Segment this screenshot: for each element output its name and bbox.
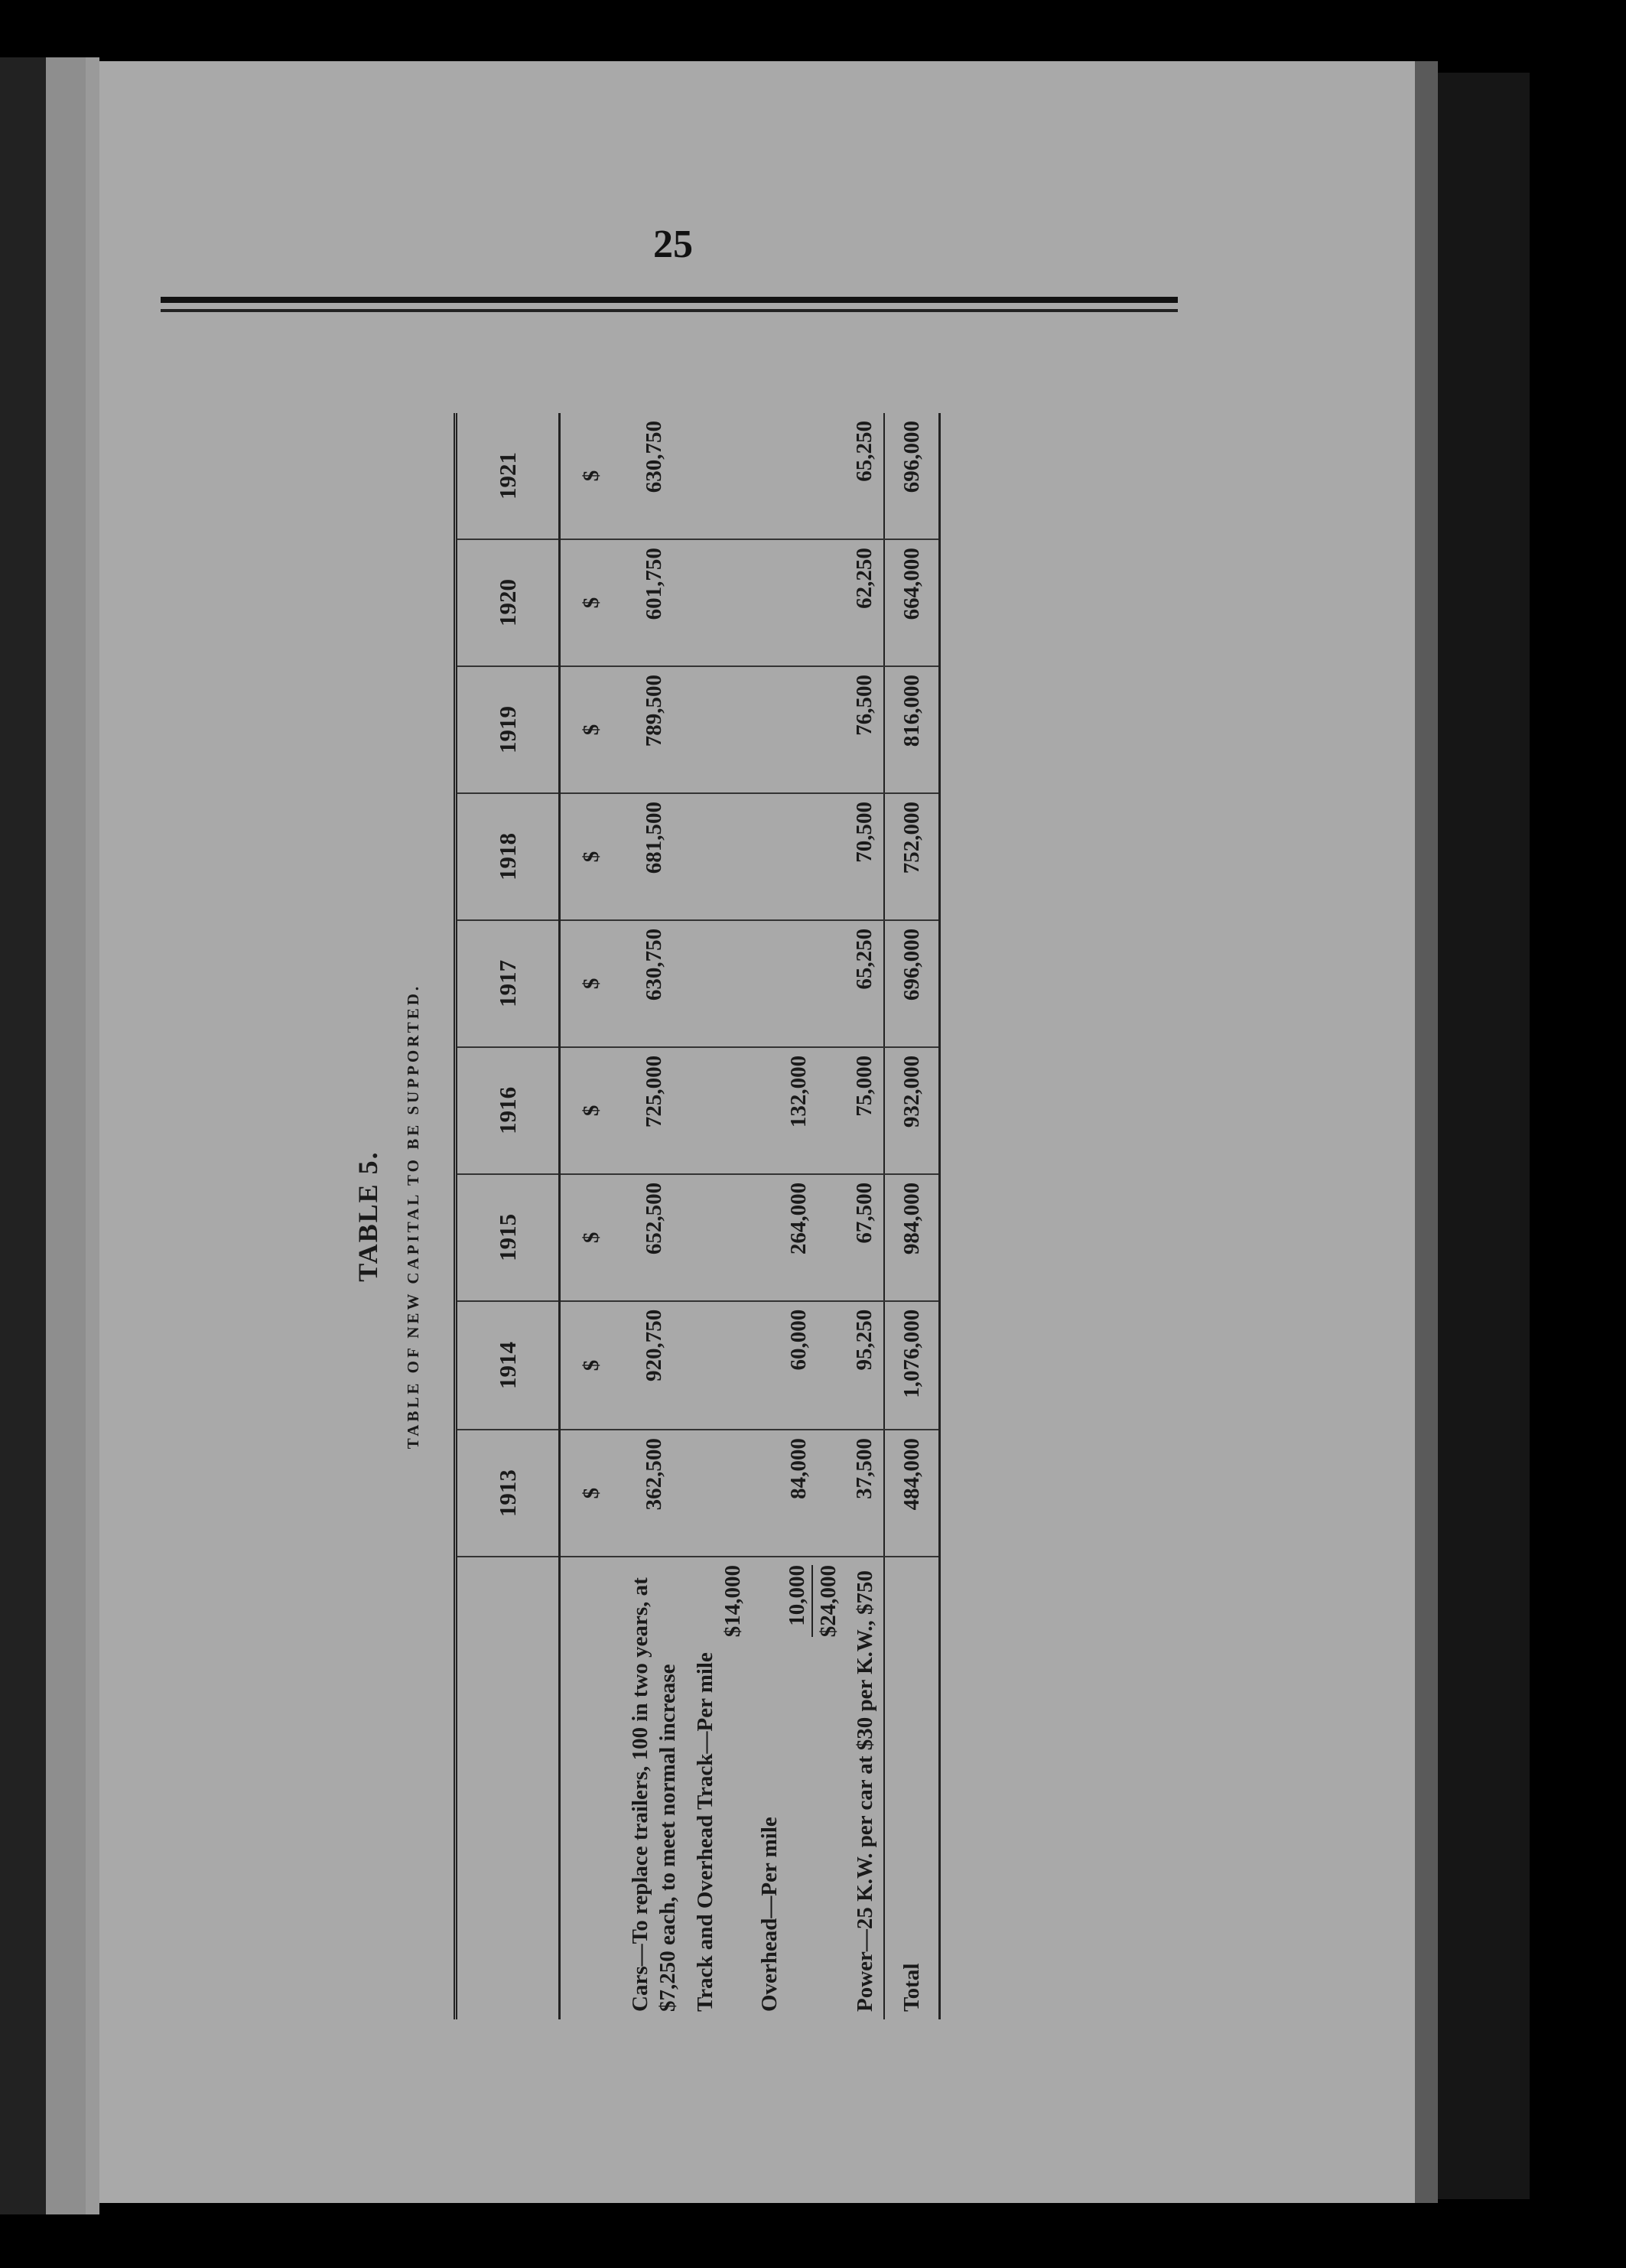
overhead-subtotal-wrap [811, 1565, 842, 2012]
page-number: 25 [653, 223, 693, 266]
year-header: 1918 [456, 793, 560, 920]
year-header: 1919 [456, 666, 560, 793]
book-gutter [86, 57, 99, 2214]
cell-value [687, 666, 752, 793]
total-value: 816,000 [884, 666, 940, 793]
cell-value: 652,500 [622, 1174, 687, 1301]
total-value: 664,000 [884, 539, 940, 666]
currency-sign: $ [560, 920, 623, 1047]
currency-sign: $ [560, 539, 623, 666]
cell-value [751, 920, 847, 1047]
total-value: 752,000 [884, 793, 940, 920]
year-header: 1914 [456, 1301, 560, 1430]
total-value: 1,076,000 [884, 1301, 940, 1430]
cell-value: 630,750 [622, 413, 687, 539]
year-header: 1913 [456, 1430, 560, 1557]
description-header [456, 1557, 560, 2019]
cell-value: 75,000 [847, 1047, 884, 1174]
cell-value: 264,000 [751, 1174, 847, 1301]
row-label-total: Total [884, 1557, 940, 2019]
currency-sign: $ [560, 1047, 623, 1174]
currency-sign: $ [560, 1430, 623, 1557]
table-row-overhead [751, 413, 847, 2019]
table-row-cars [622, 413, 687, 2019]
cell-value [687, 539, 752, 666]
table-caption: TABLE 5. [353, 1150, 383, 1282]
currency-sign: $ [560, 413, 623, 539]
table-subcaption: TABLE OF NEW CAPITAL TO BE SUPPORTED. [404, 983, 422, 1450]
row-label-track [687, 1557, 752, 2019]
page-right-edge [1415, 61, 1438, 2203]
cell-value [687, 1174, 752, 1301]
row-label-power: Power—25 K.W. per car at $30 per K.W., $750 [852, 1570, 877, 2012]
cell-value: 132,000 [751, 1047, 847, 1174]
cell-value: 37,500 [847, 1430, 884, 1557]
total-value: 484,000 [884, 1430, 940, 1557]
currency-row [560, 413, 623, 2019]
scan-left-edge [0, 57, 46, 2214]
table-row-total [884, 413, 940, 2019]
overhead-label: Overhead—Per mile [757, 1817, 782, 2012]
cell-value: 67,500 [847, 1174, 884, 1301]
year-header: 1920 [456, 539, 560, 666]
header-rule-light [161, 309, 1178, 312]
total-value: 984,000 [884, 1174, 940, 1301]
cell-value [687, 1047, 752, 1174]
total-value: 696,000 [884, 920, 940, 1047]
cell-value [687, 1301, 752, 1430]
row-label-cars: Cars—To replace trailers, 100 in two years, at $7,250 each, to meet normal increase [628, 1577, 681, 2012]
rotated-table-block [344, 398, 1002, 2035]
cell-value: 601,750 [622, 539, 687, 666]
facing-page-edge [46, 57, 86, 2214]
track-per-mile-value: $14,000 [720, 1565, 745, 1638]
overhead-subtotal: $24,000 [811, 1565, 842, 1637]
year-header: 1917 [456, 920, 560, 1047]
cell-value: 789,500 [622, 666, 687, 793]
year-header: 1921 [456, 413, 560, 539]
currency-sign: $ [560, 666, 623, 793]
cell-value: 362,500 [622, 1430, 687, 1557]
cell-value [751, 666, 847, 793]
cell-value: 630,750 [622, 920, 687, 1047]
cell-value [687, 920, 752, 1047]
cell-value [687, 1430, 752, 1557]
table-row-power [847, 413, 884, 2019]
year-header: 1915 [456, 1174, 560, 1301]
cell-value [751, 539, 847, 666]
cell-value: 681,500 [622, 793, 687, 920]
cell-value: 70,500 [847, 793, 884, 920]
year-header: 1916 [456, 1047, 560, 1174]
currency-sign: $ [560, 1301, 623, 1430]
cell-value: 920,750 [622, 1301, 687, 1430]
cell-value: 65,250 [847, 413, 884, 539]
cell-value [751, 413, 847, 539]
cell-value: 76,500 [847, 666, 884, 793]
currency-sign: $ [560, 793, 623, 920]
capital-table [454, 413, 941, 2019]
year-header-row [456, 413, 560, 2019]
header-rule-heavy [161, 297, 1178, 303]
cell-value: 65,250 [847, 920, 884, 1047]
scan-right-background [1438, 73, 1530, 2199]
cell-value: 84,000 [751, 1430, 847, 1557]
cell-value: 95,250 [847, 1301, 884, 1430]
total-value: 696,000 [884, 413, 940, 539]
total-value: 932,000 [884, 1047, 940, 1174]
cell-value: 62,250 [847, 539, 884, 666]
cell-value [751, 793, 847, 920]
track-label: Track and Overhead Track—Per mile [692, 1652, 717, 2012]
cell-value [687, 413, 752, 539]
cell-value: 725,000 [622, 1047, 687, 1174]
cell-value [687, 793, 752, 920]
row-label-overhead [751, 1557, 847, 2019]
currency-sign: $ [560, 1174, 623, 1301]
cell-value: 60,000 [751, 1301, 847, 1430]
overhead-per-mile-value: 10,000 [785, 1565, 810, 1626]
table-row-track [687, 413, 752, 2019]
